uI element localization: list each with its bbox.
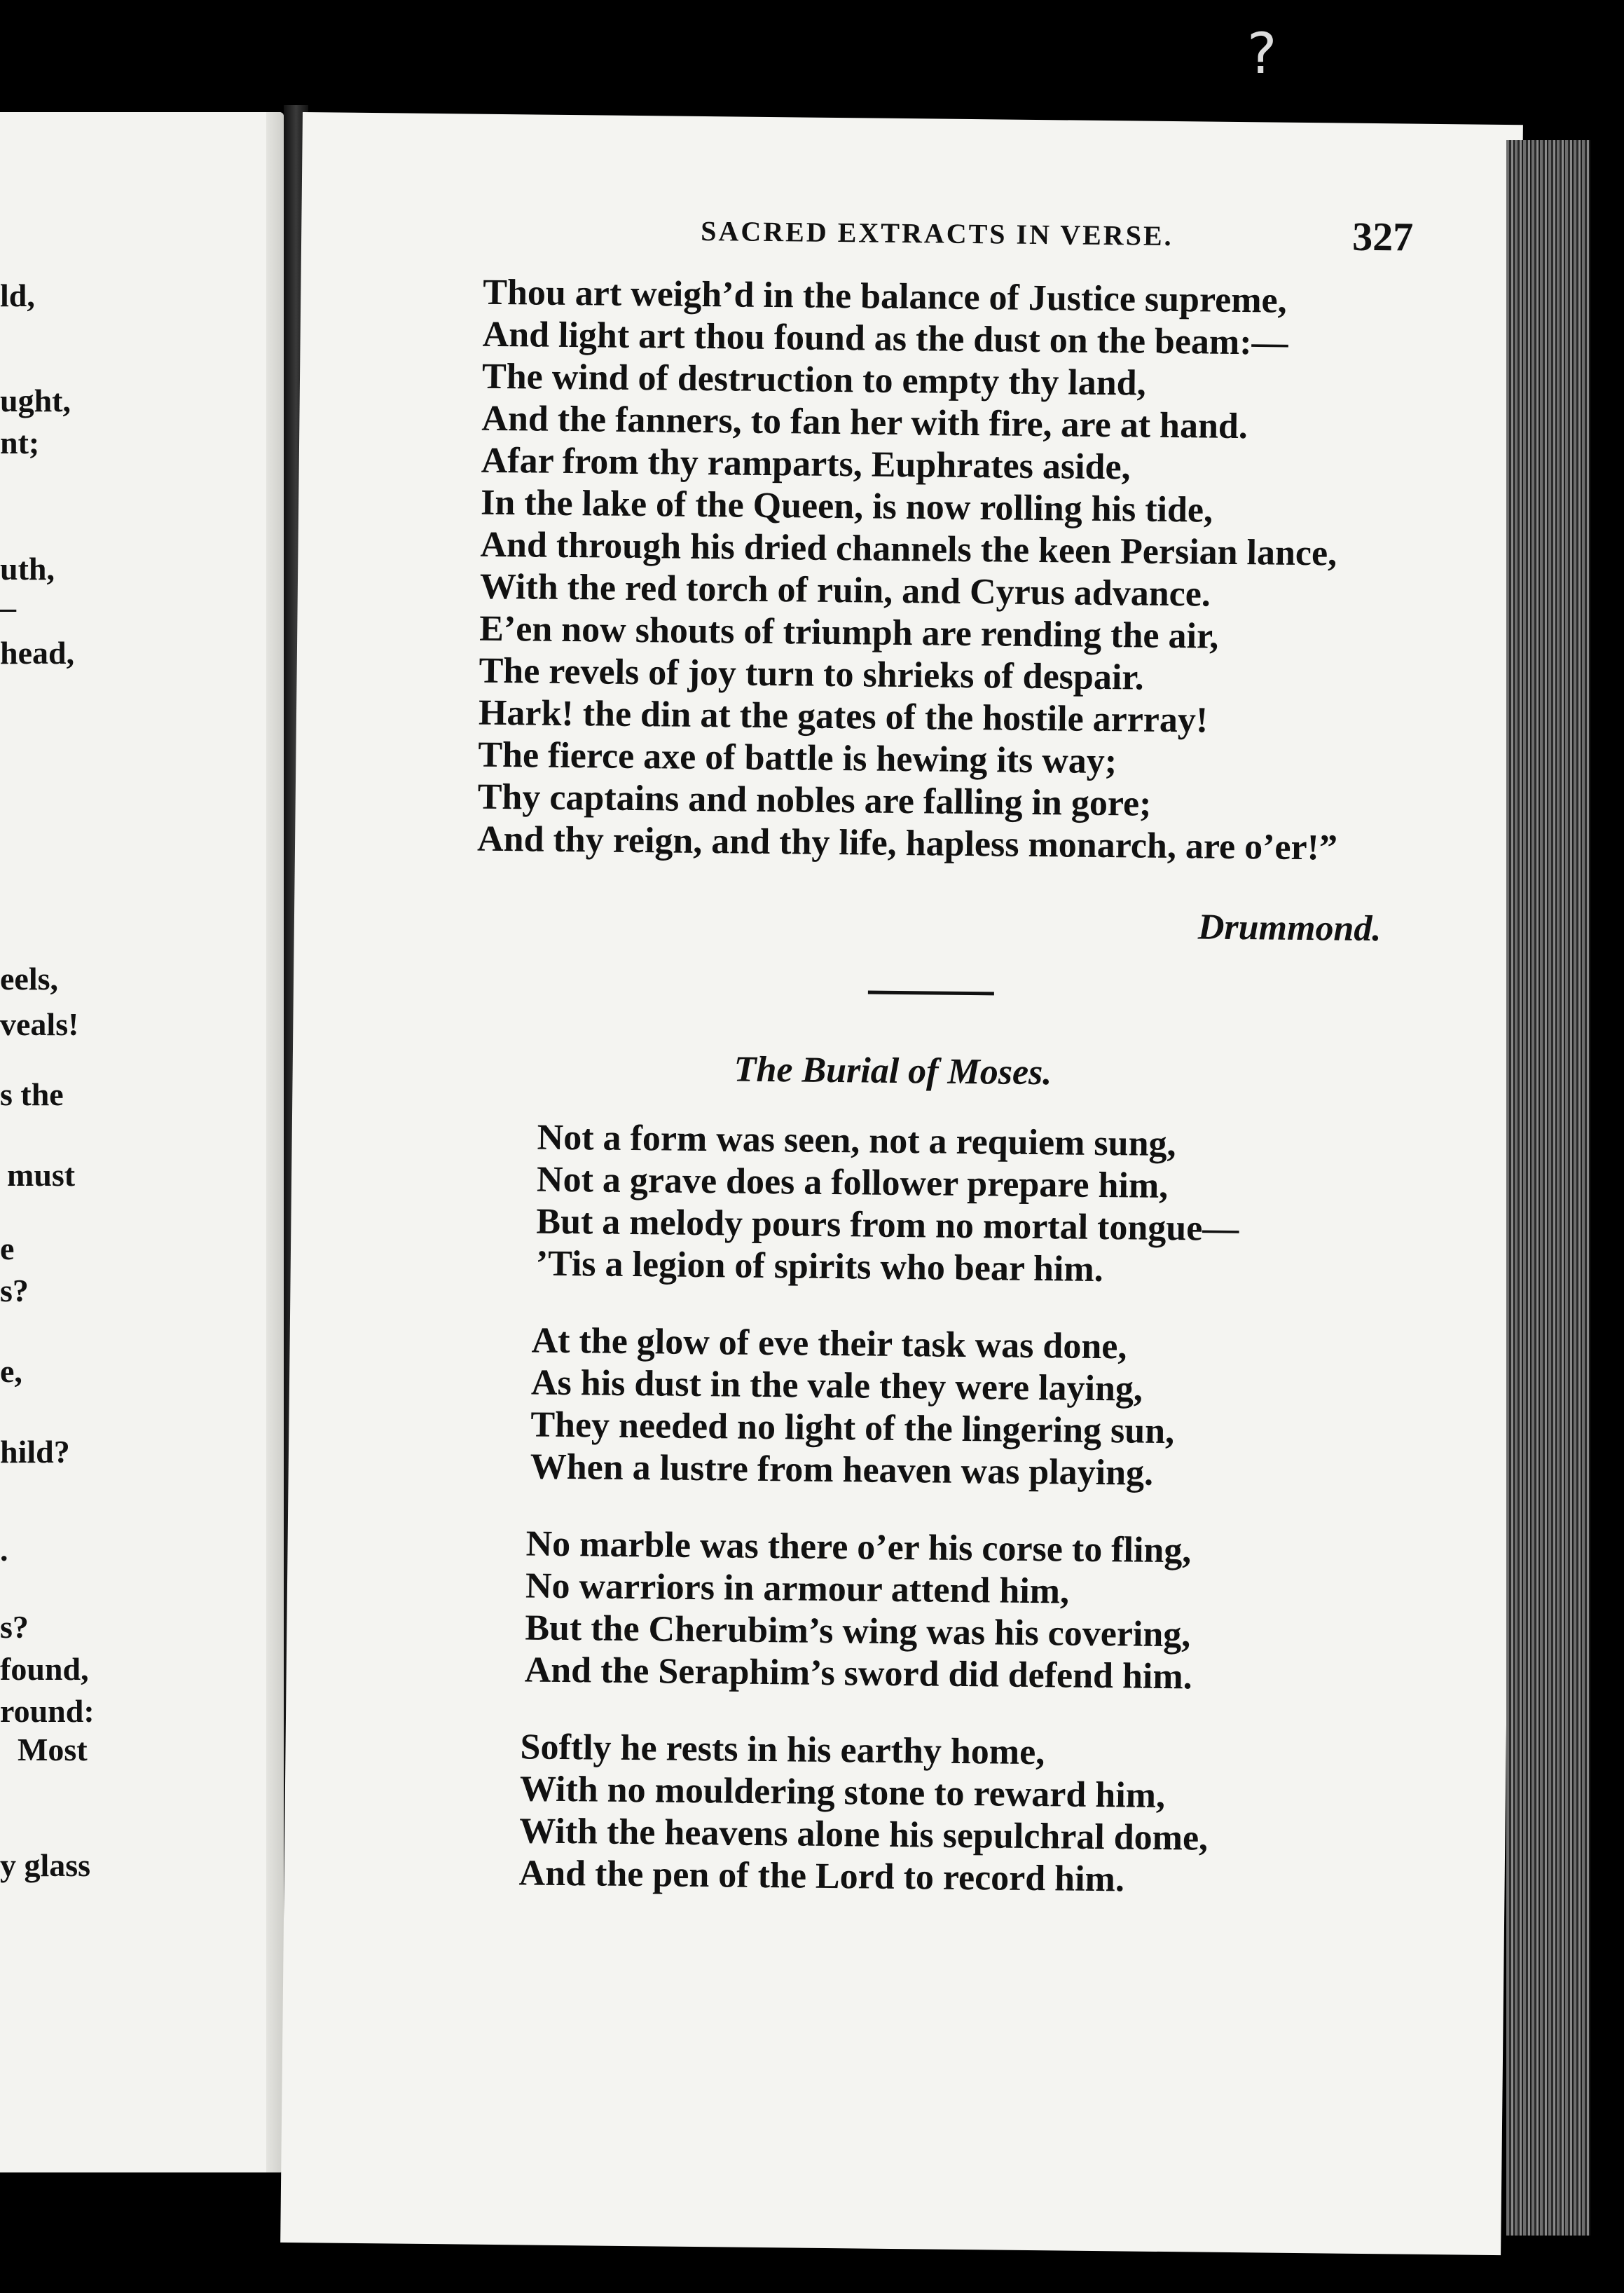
- verse-line: And thy reign, and thy life, hapless monarch, are o’er!”: [476, 819, 1338, 868]
- verse-line: And light art thou found as the dust on the beam:—: [482, 314, 1288, 363]
- page-number: 327: [1351, 213, 1414, 260]
- verse-line: At the glow of eve their task was done,: [531, 1320, 1127, 1367]
- verse-line: And the pen of the Lord to record him.: [518, 1853, 1125, 1900]
- verse-passage: [477, 272, 1344, 870]
- verse-line: Thou art weigh’d in the balance of Justice supreme,: [483, 272, 1287, 321]
- stanza: [530, 1320, 1175, 1495]
- verse-line: ’Tis a legion of spirits who bear him.: [535, 1243, 1104, 1290]
- left-fragment: uth,: [0, 551, 55, 587]
- left-fragment: –: [0, 589, 16, 625]
- left-fragment: ught,: [0, 383, 71, 418]
- verse-line: No warriors in armour attend him,: [525, 1566, 1070, 1612]
- verse-line: Softly he rests in his earthy home,: [520, 1727, 1045, 1773]
- verse-line: Thy captains and nobles are falling in gore;: [477, 776, 1152, 824]
- left-fragment: ld,: [0, 278, 35, 313]
- verse-line: But the Cherubim’s wing was his covering,: [525, 1608, 1191, 1655]
- left-fragment: .: [0, 1532, 8, 1568]
- left-page: [0, 112, 284, 2172]
- left-fragment: found,: [0, 1651, 89, 1687]
- left-fragment: hild?: [0, 1434, 70, 1470]
- verse-line: With no mouldering stone to reward him,: [519, 1769, 1166, 1816]
- left-fragment: nt;: [0, 425, 40, 460]
- running-head: SACRED EXTRACTS IN VERSE.: [701, 214, 1174, 252]
- left-fragment: eels,: [0, 961, 59, 997]
- page-edges: [1506, 140, 1590, 2236]
- left-fragment: must: [7, 1157, 76, 1193]
- verse-line: In the lake of the Queen, is now rolling his tide,: [480, 482, 1213, 531]
- verse-line: And through his dried channels the keen Persian lance,: [480, 524, 1337, 574]
- verse-line: Not a form was seen, not a requiem sung,: [537, 1117, 1176, 1165]
- verse-line: Afar from thy ramparts, Euphrates aside,: [481, 440, 1131, 488]
- verse-line: The revels of joy turn to shrieks of despair.: [479, 650, 1144, 698]
- page-shadow: [266, 112, 284, 2172]
- left-fragment: Most: [18, 1732, 88, 1767]
- verse-line: And the fanners, to fan her with fire, are at hand.: [481, 398, 1248, 447]
- verse-line: No marble was there o’er his corse to fling,: [525, 1524, 1192, 1571]
- verse-line: They needed no light of the lingering sun,: [530, 1404, 1175, 1452]
- verse-line: Not a grave does a follower prepare him,: [536, 1159, 1169, 1207]
- verse-line: But a melody pours from no mortal tongue—: [536, 1201, 1239, 1250]
- left-fragment: e,: [0, 1353, 22, 1389]
- left-fragment: s?: [0, 1273, 29, 1308]
- stanza: [535, 1117, 1239, 1292]
- verse-line: When a lustre from heaven was playing.: [530, 1446, 1154, 1493]
- verse-line: E’en now shouts of triumph are rending the air,: [479, 608, 1219, 657]
- stanza: [518, 1726, 1209, 1901]
- left-fragment: e: [0, 1231, 15, 1266]
- left-fragment: veals!: [0, 1006, 79, 1042]
- verse-line: And the Seraphim’s sword did defend him.: [524, 1650, 1193, 1697]
- verse-line: The fierce axe of battle is hewing its way;: [478, 734, 1117, 782]
- verse-line: With the red torch of ruin, and Cyrus advance.: [479, 566, 1211, 615]
- left-fragment: s?: [0, 1609, 29, 1645]
- left-fragment: s the: [0, 1076, 64, 1112]
- left-fragment: round:: [0, 1693, 95, 1729]
- verse-line: The wind of destruction to empty thy land,: [481, 356, 1146, 404]
- poem-title: The Burial of Moses.: [734, 1049, 1052, 1093]
- stanza: [524, 1523, 1193, 1698]
- left-fragment: y glass: [0, 1847, 91, 1883]
- left-fragment: head,: [0, 635, 75, 671]
- verse-line: As his dust in the vale they were laying,: [530, 1362, 1143, 1409]
- attribution: Drummond.: [1197, 907, 1382, 950]
- right-page: [280, 112, 1523, 2255]
- verse-line: With the heavens alone his sepulchral dome,: [519, 1811, 1209, 1859]
- verse-line: Hark! the din at the gates of the hostile arrray!: [478, 692, 1209, 741]
- section-divider: [868, 991, 994, 996]
- corner-mark: ?: [1247, 21, 1277, 86]
